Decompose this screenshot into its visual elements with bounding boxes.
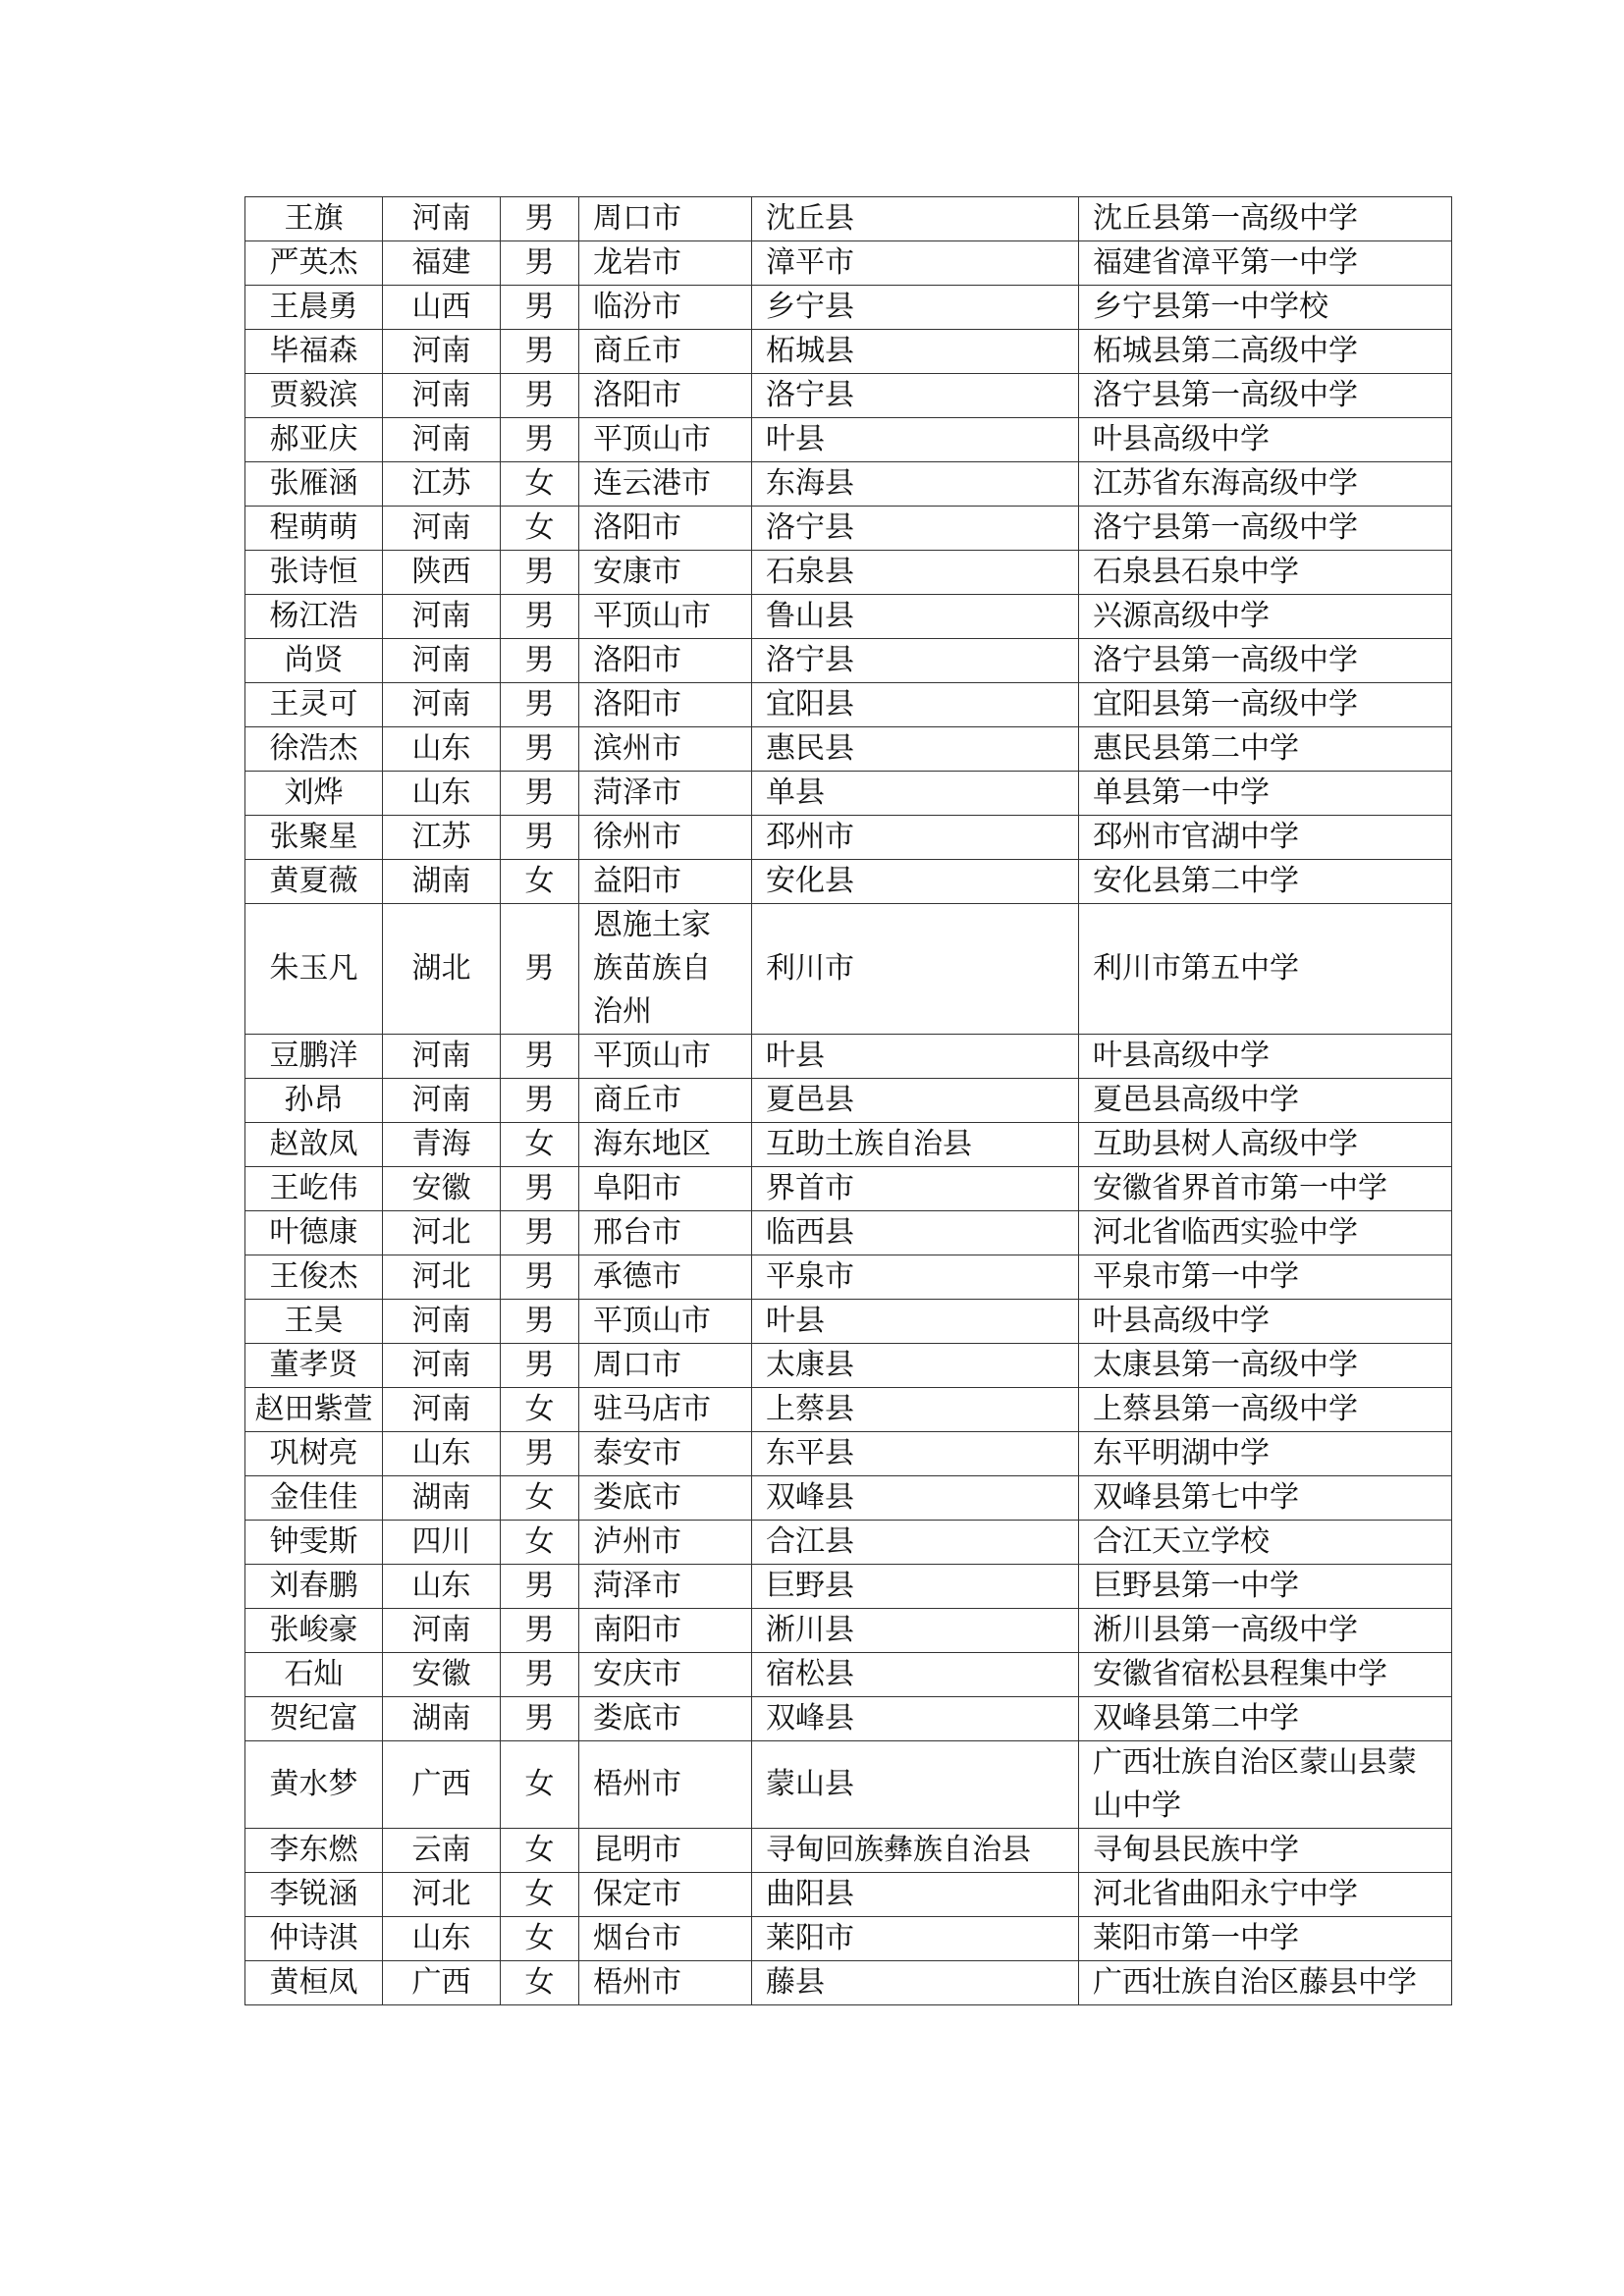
table-row (245, 1123, 1452, 1167)
table-row (245, 551, 1452, 595)
cell-school: 福建省漳平第一中学 (1079, 241, 1452, 286)
cell-county: 合江县 (752, 1521, 1079, 1565)
cell-city: 驻马店市 (579, 1388, 752, 1432)
cell-school: 互助县树人高级中学 (1079, 1123, 1452, 1167)
table-row (245, 197, 1452, 241)
cell-city: 临汾市 (579, 286, 752, 330)
cell-school: 惠民县第二中学 (1079, 727, 1452, 772)
cell-city: 邢台市 (579, 1211, 752, 1255)
cell-province: 山东 (383, 1432, 501, 1476)
cell-school: 夏邑县高级中学 (1079, 1079, 1452, 1123)
cell-province: 河北 (383, 1211, 501, 1255)
cell-name: 张雁涵 (245, 462, 383, 507)
cell-name: 李东燃 (245, 1829, 383, 1873)
cell-county: 太康县 (752, 1344, 1079, 1388)
cell-school: 沈丘县第一高级中学 (1079, 197, 1452, 241)
cell-city: 恩施土家族苗族自治州 (579, 904, 752, 1035)
cell-gender: 男 (501, 816, 579, 860)
cell-province: 河南 (383, 507, 501, 551)
cell-city: 南阳市 (579, 1609, 752, 1653)
cell-county: 东海县 (752, 462, 1079, 507)
cell-city: 保定市 (579, 1873, 752, 1917)
cell-city: 安庆市 (579, 1653, 752, 1697)
cell-province: 河南 (383, 683, 501, 727)
table-row (245, 1079, 1452, 1123)
cell-city: 阜阳市 (579, 1167, 752, 1211)
cell-county: 曲阳县 (752, 1873, 1079, 1917)
table-row (245, 1741, 1452, 1829)
table-row (245, 1873, 1452, 1917)
cell-name: 豆鹏洋 (245, 1035, 383, 1079)
cell-county: 叶县 (752, 1300, 1079, 1344)
cell-name: 尚贤 (245, 639, 383, 683)
table-row (245, 1829, 1452, 1873)
cell-county: 界首市 (752, 1167, 1079, 1211)
cell-gender: 男 (501, 904, 579, 1035)
cell-name: 贺纪富 (245, 1697, 383, 1741)
cell-province: 河南 (383, 1035, 501, 1079)
cell-province: 山东 (383, 1565, 501, 1609)
student-table (244, 196, 1452, 2005)
cell-county: 叶县 (752, 418, 1079, 462)
cell-city: 商丘市 (579, 330, 752, 374)
cell-school: 宜阳县第一高级中学 (1079, 683, 1452, 727)
cell-province: 福建 (383, 241, 501, 286)
cell-gender: 男 (501, 1653, 579, 1697)
cell-city: 滨州市 (579, 727, 752, 772)
cell-school: 合江天立学校 (1079, 1521, 1452, 1565)
cell-school: 乡宁县第一中学校 (1079, 286, 1452, 330)
cell-province: 河南 (383, 418, 501, 462)
table-row (245, 1035, 1452, 1079)
cell-province: 青海 (383, 1123, 501, 1167)
cell-province: 河南 (383, 330, 501, 374)
cell-county: 宜阳县 (752, 683, 1079, 727)
cell-county: 洛宁县 (752, 507, 1079, 551)
cell-school: 利川市第五中学 (1079, 904, 1452, 1035)
cell-name: 王灵可 (245, 683, 383, 727)
cell-county: 洛宁县 (752, 639, 1079, 683)
cell-gender: 女 (501, 1476, 579, 1521)
cell-gender: 男 (501, 1167, 579, 1211)
cell-county: 鲁山县 (752, 595, 1079, 639)
table-row (245, 1211, 1452, 1255)
cell-province: 山东 (383, 727, 501, 772)
cell-city: 海东地区 (579, 1123, 752, 1167)
cell-province: 陕西 (383, 551, 501, 595)
cell-name: 贾毅滨 (245, 374, 383, 418)
cell-school: 广西壮族自治区蒙山县蒙山中学 (1079, 1741, 1452, 1829)
cell-gender: 男 (501, 418, 579, 462)
cell-county: 单县 (752, 772, 1079, 816)
cell-province: 湖南 (383, 1476, 501, 1521)
cell-gender: 女 (501, 1521, 579, 1565)
cell-county: 宿松县 (752, 1653, 1079, 1697)
cell-county: 上蔡县 (752, 1388, 1079, 1432)
cell-school: 双峰县第七中学 (1079, 1476, 1452, 1521)
cell-province: 河南 (383, 1388, 501, 1432)
cell-province: 河南 (383, 1300, 501, 1344)
cell-province: 河北 (383, 1255, 501, 1300)
cell-gender: 男 (501, 1697, 579, 1741)
cell-gender: 男 (501, 1300, 579, 1344)
cell-county: 平泉市 (752, 1255, 1079, 1300)
cell-gender: 男 (501, 639, 579, 683)
cell-gender: 女 (501, 462, 579, 507)
cell-gender: 男 (501, 772, 579, 816)
cell-county: 蒙山县 (752, 1741, 1079, 1829)
cell-county: 东平县 (752, 1432, 1079, 1476)
cell-name: 毕福森 (245, 330, 383, 374)
student-table-body (245, 197, 1452, 2005)
table-row (245, 241, 1452, 286)
cell-city: 平顶山市 (579, 1035, 752, 1079)
cell-gender: 男 (501, 1079, 579, 1123)
cell-province: 安徽 (383, 1653, 501, 1697)
cell-province: 河南 (383, 374, 501, 418)
cell-county: 淅川县 (752, 1609, 1079, 1653)
cell-name: 巩树亮 (245, 1432, 383, 1476)
cell-gender: 女 (501, 1873, 579, 1917)
cell-county: 利川市 (752, 904, 1079, 1035)
table-row (245, 639, 1452, 683)
cell-province: 河南 (383, 197, 501, 241)
cell-city: 益阳市 (579, 860, 752, 904)
table-row (245, 507, 1452, 551)
cell-province: 湖南 (383, 860, 501, 904)
cell-school: 叶县高级中学 (1079, 1035, 1452, 1079)
cell-school: 单县第一中学 (1079, 772, 1452, 816)
cell-gender: 男 (501, 197, 579, 241)
cell-gender: 男 (501, 683, 579, 727)
cell-school: 莱阳市第一中学 (1079, 1917, 1452, 1961)
cell-city: 徐州市 (579, 816, 752, 860)
cell-county: 夏邑县 (752, 1079, 1079, 1123)
cell-city: 周口市 (579, 1344, 752, 1388)
cell-city: 洛阳市 (579, 374, 752, 418)
cell-province: 河北 (383, 1873, 501, 1917)
cell-city: 梧州市 (579, 1741, 752, 1829)
cell-school: 双峰县第二中学 (1079, 1697, 1452, 1741)
cell-city: 周口市 (579, 197, 752, 241)
cell-school: 淅川县第一高级中学 (1079, 1609, 1452, 1653)
cell-county: 巨野县 (752, 1565, 1079, 1609)
cell-city: 娄底市 (579, 1697, 752, 1741)
cell-city: 平顶山市 (579, 595, 752, 639)
cell-name: 石灿 (245, 1653, 383, 1697)
cell-province: 河南 (383, 639, 501, 683)
table-row (245, 1521, 1452, 1565)
table-row (245, 772, 1452, 816)
table-row (245, 727, 1452, 772)
cell-name: 叶德康 (245, 1211, 383, 1255)
cell-gender: 男 (501, 595, 579, 639)
cell-school: 东平明湖中学 (1079, 1432, 1452, 1476)
cell-province: 广西 (383, 1741, 501, 1829)
cell-gender: 男 (501, 1035, 579, 1079)
cell-name: 王旗 (245, 197, 383, 241)
cell-city: 娄底市 (579, 1476, 752, 1521)
cell-school: 平泉市第一中学 (1079, 1255, 1452, 1300)
table-row (245, 1565, 1452, 1609)
cell-school: 石泉县石泉中学 (1079, 551, 1452, 595)
cell-county: 莱阳市 (752, 1917, 1079, 1961)
cell-gender: 男 (501, 1609, 579, 1653)
cell-gender: 男 (501, 330, 579, 374)
cell-school: 河北省临西实验中学 (1079, 1211, 1452, 1255)
cell-school: 寻甸县民族中学 (1079, 1829, 1452, 1873)
cell-school: 安徽省界首市第一中学 (1079, 1167, 1452, 1211)
table-row (245, 1697, 1452, 1741)
table-row (245, 330, 1452, 374)
cell-city: 洛阳市 (579, 507, 752, 551)
cell-gender: 女 (501, 1123, 579, 1167)
cell-name: 张聚星 (245, 816, 383, 860)
cell-county: 惠民县 (752, 727, 1079, 772)
table-row (245, 683, 1452, 727)
cell-city: 商丘市 (579, 1079, 752, 1123)
table-row (245, 1476, 1452, 1521)
cell-gender: 男 (501, 1255, 579, 1300)
cell-province: 江苏 (383, 462, 501, 507)
cell-county: 寻甸回族彝族自治县 (752, 1829, 1079, 1873)
cell-school: 江苏省东海高级中学 (1079, 462, 1452, 507)
cell-gender: 男 (501, 1344, 579, 1388)
cell-city: 菏泽市 (579, 772, 752, 816)
cell-school: 邳州市官湖中学 (1079, 816, 1452, 860)
cell-county: 双峰县 (752, 1476, 1079, 1521)
cell-city: 洛阳市 (579, 639, 752, 683)
cell-school: 巨野县第一中学 (1079, 1565, 1452, 1609)
cell-city: 泸州市 (579, 1521, 752, 1565)
cell-province: 湖北 (383, 904, 501, 1035)
cell-gender: 男 (501, 374, 579, 418)
table-row (245, 904, 1452, 1035)
cell-gender: 男 (501, 241, 579, 286)
table-row (245, 1653, 1452, 1697)
table-row (245, 1167, 1452, 1211)
cell-school: 叶县高级中学 (1079, 1300, 1452, 1344)
table-row (245, 1917, 1452, 1961)
cell-name: 朱玉凡 (245, 904, 383, 1035)
cell-school: 洛宁县第一高级中学 (1079, 507, 1452, 551)
cell-school: 广西壮族自治区藤县中学 (1079, 1961, 1452, 2005)
cell-county: 石泉县 (752, 551, 1079, 595)
cell-county: 临西县 (752, 1211, 1079, 1255)
table-row (245, 286, 1452, 330)
cell-name: 张诗恒 (245, 551, 383, 595)
cell-name: 黄夏薇 (245, 860, 383, 904)
cell-name: 王俊杰 (245, 1255, 383, 1300)
cell-name: 郝亚庆 (245, 418, 383, 462)
cell-city: 平顶山市 (579, 418, 752, 462)
cell-name: 赵田紫萱 (245, 1388, 383, 1432)
cell-name: 孙昂 (245, 1079, 383, 1123)
cell-city: 安康市 (579, 551, 752, 595)
cell-gender: 男 (501, 1565, 579, 1609)
cell-city: 洛阳市 (579, 683, 752, 727)
cell-province: 河南 (383, 1079, 501, 1123)
cell-county: 邳州市 (752, 816, 1079, 860)
cell-county: 沈丘县 (752, 197, 1079, 241)
cell-city: 菏泽市 (579, 1565, 752, 1609)
table-row (245, 816, 1452, 860)
cell-gender: 女 (501, 1961, 579, 2005)
cell-county: 安化县 (752, 860, 1079, 904)
table-row (245, 1432, 1452, 1476)
cell-gender: 男 (501, 1211, 579, 1255)
cell-name: 赵敨凤 (245, 1123, 383, 1167)
cell-name: 王昊 (245, 1300, 383, 1344)
cell-school: 柘城县第二高级中学 (1079, 330, 1452, 374)
cell-county: 柘城县 (752, 330, 1079, 374)
cell-province: 山西 (383, 286, 501, 330)
cell-province: 山东 (383, 1917, 501, 1961)
cell-name: 金佳佳 (245, 1476, 383, 1521)
cell-name: 王晨勇 (245, 286, 383, 330)
cell-name: 严英杰 (245, 241, 383, 286)
table-row (245, 1388, 1452, 1432)
cell-name: 黄水梦 (245, 1741, 383, 1829)
table-row (245, 595, 1452, 639)
cell-province: 四川 (383, 1521, 501, 1565)
cell-gender: 女 (501, 1388, 579, 1432)
cell-county: 双峰县 (752, 1697, 1079, 1741)
cell-school: 洛宁县第一高级中学 (1079, 374, 1452, 418)
cell-school: 洛宁县第一高级中学 (1079, 639, 1452, 683)
cell-name: 徐浩杰 (245, 727, 383, 772)
cell-gender: 男 (501, 727, 579, 772)
cell-name: 程萌萌 (245, 507, 383, 551)
cell-city: 梧州市 (579, 1961, 752, 2005)
cell-province: 河南 (383, 1344, 501, 1388)
table-row (245, 1961, 1452, 2005)
cell-city: 泰安市 (579, 1432, 752, 1476)
cell-county: 漳平市 (752, 241, 1079, 286)
table-row (245, 1300, 1452, 1344)
table-row (245, 418, 1452, 462)
cell-gender: 男 (501, 551, 579, 595)
table-row (245, 1344, 1452, 1388)
cell-name: 仲诗淇 (245, 1917, 383, 1961)
cell-name: 董孝贤 (245, 1344, 383, 1388)
table-row (245, 374, 1452, 418)
cell-province: 云南 (383, 1829, 501, 1873)
cell-gender: 女 (501, 1917, 579, 1961)
table-row (245, 1255, 1452, 1300)
cell-county: 叶县 (752, 1035, 1079, 1079)
cell-school: 太康县第一高级中学 (1079, 1344, 1452, 1388)
cell-gender: 男 (501, 1432, 579, 1476)
cell-province: 湖南 (383, 1697, 501, 1741)
cell-name: 黄桓凤 (245, 1961, 383, 2005)
cell-province: 广西 (383, 1961, 501, 2005)
cell-gender: 女 (501, 860, 579, 904)
cell-gender: 女 (501, 1741, 579, 1829)
cell-name: 李锐涵 (245, 1873, 383, 1917)
cell-school: 安化县第二中学 (1079, 860, 1452, 904)
cell-county: 互助土族自治县 (752, 1123, 1079, 1167)
cell-city: 连云港市 (579, 462, 752, 507)
cell-name: 王屹伟 (245, 1167, 383, 1211)
cell-school: 兴源高级中学 (1079, 595, 1452, 639)
cell-name: 张峻豪 (245, 1609, 383, 1653)
cell-county: 洛宁县 (752, 374, 1079, 418)
cell-gender: 男 (501, 286, 579, 330)
table-row (245, 1609, 1452, 1653)
table-row (245, 860, 1452, 904)
cell-province: 河南 (383, 1609, 501, 1653)
cell-city: 平顶山市 (579, 1300, 752, 1344)
cell-county: 藤县 (752, 1961, 1079, 2005)
cell-school: 河北省曲阳永宁中学 (1079, 1873, 1452, 1917)
cell-province: 山东 (383, 772, 501, 816)
cell-school: 叶县高级中学 (1079, 418, 1452, 462)
cell-province: 江苏 (383, 816, 501, 860)
cell-name: 刘烨 (245, 772, 383, 816)
cell-school: 上蔡县第一高级中学 (1079, 1388, 1452, 1432)
cell-city: 承德市 (579, 1255, 752, 1300)
cell-province: 河南 (383, 595, 501, 639)
cell-name: 杨江浩 (245, 595, 383, 639)
cell-name: 刘春鹏 (245, 1565, 383, 1609)
cell-city: 龙岩市 (579, 241, 752, 286)
table-row (245, 462, 1452, 507)
cell-province: 安徽 (383, 1167, 501, 1211)
cell-city: 烟台市 (579, 1917, 752, 1961)
cell-gender: 女 (501, 507, 579, 551)
cell-county: 乡宁县 (752, 286, 1079, 330)
cell-gender: 女 (501, 1829, 579, 1873)
cell-school: 安徽省宿松县程集中学 (1079, 1653, 1452, 1697)
cell-city: 昆明市 (579, 1829, 752, 1873)
cell-name: 钟雯斯 (245, 1521, 383, 1565)
